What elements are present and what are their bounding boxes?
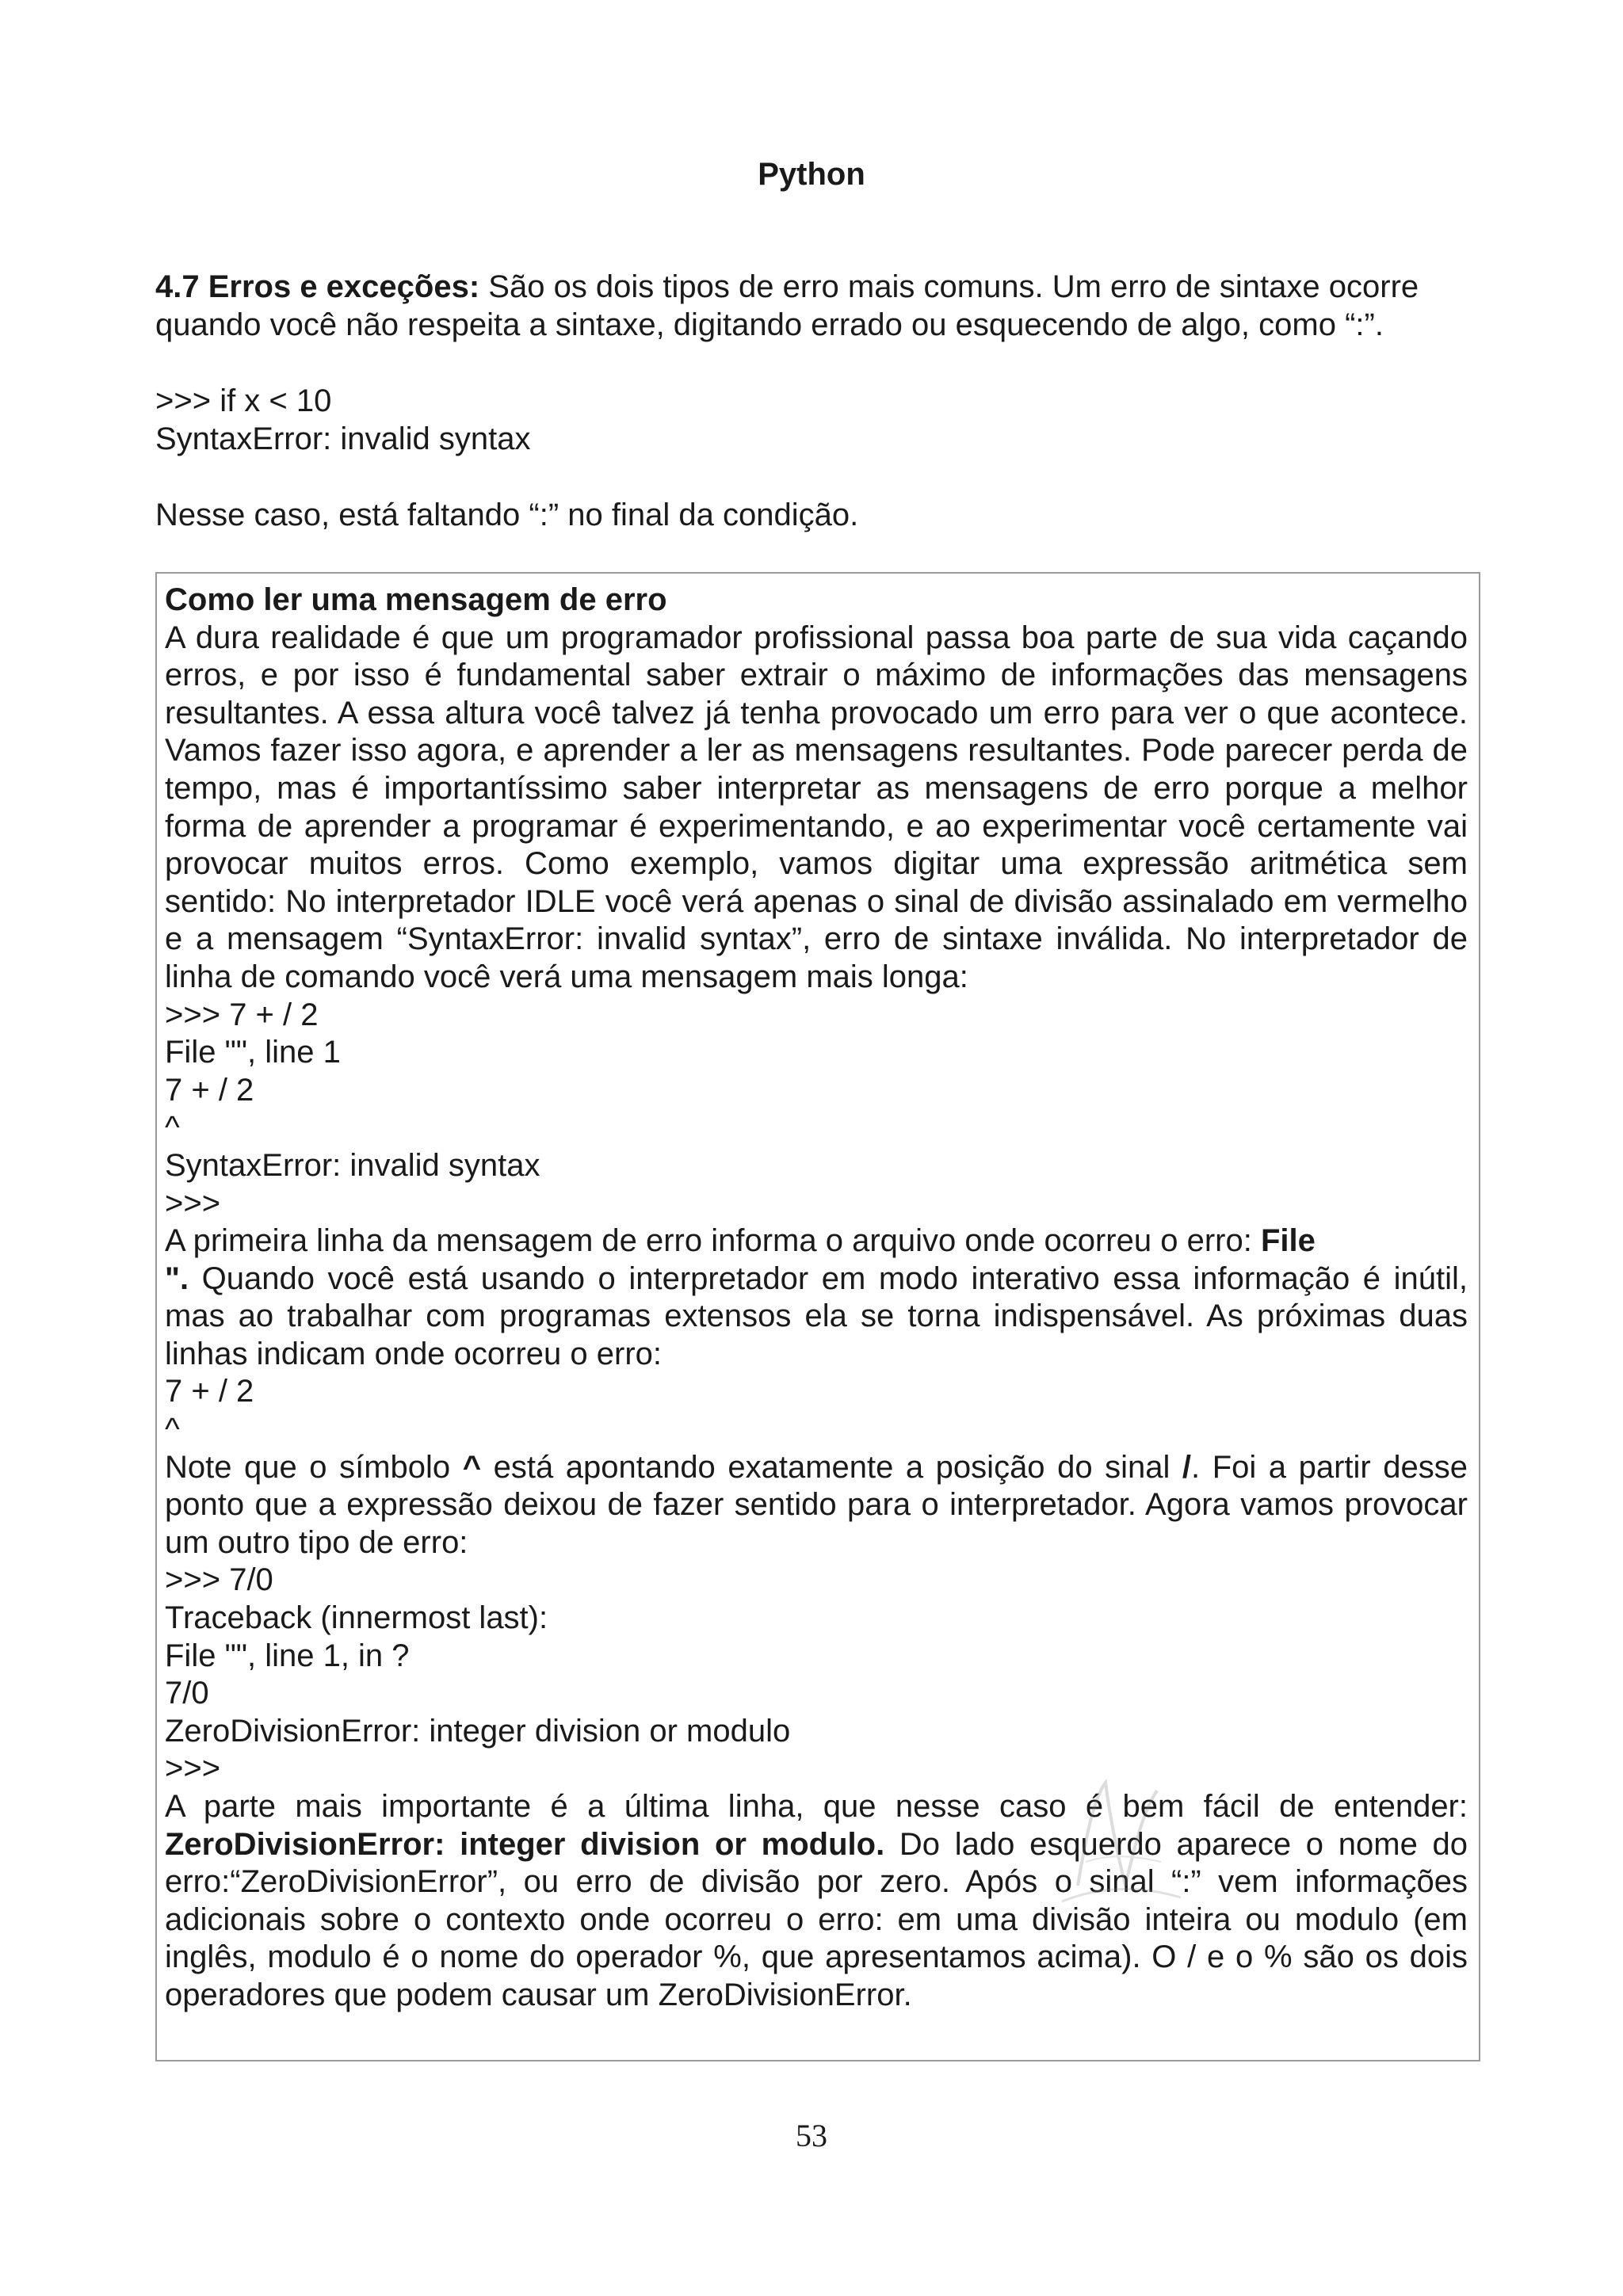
- p3-bold-slash: /: [1182, 1449, 1192, 1485]
- p4-start: A parte mais importante é a última linha, que nesse caso é bem fácil de entender:: [165, 1789, 1468, 1824]
- code-line: ZeroDivisionError: integer division or modulo: [165, 1713, 791, 1749]
- code-line: 7 + / 2: [165, 1072, 254, 1108]
- code-line: ^: [165, 1412, 180, 1447]
- p4-rest: Do lado esquerdo aparece o nome do erro:“ZeroDivisionError”, ou erro de divisão por zero. Após o sinal “:” vem informações adicionais sobre o contexto onde ocorreu o erro: em uma divisão inteira ou modulo (em inglês, modulo é o nome do operador %, que apresentamos acima). O / e o % são os dois operadores que podem causar um ZeroDivisionError.: [165, 1826, 1468, 2012]
- p2-rest: Quando você está usando o interpretador em modo interativo essa informação é inútil, mas ao trabalhar com programas extensos ela se torna indispensável. As próximas duas linhas indicam onde ocorreu o erro:: [165, 1261, 1468, 1371]
- callout-box: [155, 572, 1480, 2061]
- page-header-title: Python: [758, 157, 865, 192]
- code-line: File "", line 1, in ?: [165, 1638, 410, 1673]
- section-heading: 4.7 Erros e exceções:: [155, 269, 480, 304]
- code-line: >>> 7/0: [165, 1562, 273, 1598]
- p2-start: A primeira linha da mensagem de erro informa o arquivo onde ocorreu o erro:: [165, 1223, 1261, 1259]
- box-paragraph-2: [165, 1222, 1468, 1373]
- p3-bold-caret: ^: [462, 1449, 482, 1485]
- code-line: >>>: [165, 1751, 221, 1787]
- box-title-text: Como ler uma mensagem de erro: [165, 582, 667, 617]
- code-line: >>> 7 + / 2: [165, 997, 319, 1032]
- intro-paragraph: [155, 268, 1487, 344]
- intro-after-code: Nesse caso, está faltando “:” no final da condição.: [155, 498, 859, 532]
- intro-text: São os dois tipos de erro mais comuns. Um erro de sintaxe ocorre quando você não respeita a sintaxe, digitando errado ou esquecendo de algo, como “:”.: [155, 269, 1419, 342]
- code-line: ^: [165, 1110, 180, 1146]
- code-line: Traceback (innermost last):: [165, 1600, 548, 1636]
- box-title: [165, 582, 1468, 620]
- intro-section: [155, 268, 1487, 534]
- watermark-signature-icon: [1030, 1767, 1197, 1933]
- box-paragraph-1: A dura realidade é que um programador profissional passa boa parte de sua vida caçando erros, e por isso é fundamental saber extrair o máximo de informações das mensagens resultantes. A essa altura você talvez já tenha provocado um erro para ver o que acontece. Vamos fazer isso agora, e aprender a ler as mensagens resultantes. Pode parecer perda de tempo, mas é importantíssimo saber interpretar as mensagens de erro porque a melhor forma de aprender a programar é experimentando, e ao experimentar você certamente vai provocar muitos erros. Como exemplo, vamos digitar uma expressão aritmética sem sentido: No interpretador IDLE você verá apenas o sinal de divisão assinalado em vermelho e a mensagem “SyntaxError: invalid syntax”, erro de sintaxe inválida. No interpretador de linha de comando você verá uma mensagem mais longa:: [165, 620, 1468, 994]
- p3-end: . Foi a partir desse ponto que a expressão deixou de fazer sentido para o interpretador. Agora vamos provocar um outro tipo de erro:: [165, 1449, 1468, 1560]
- p2-bold-quote: ".: [165, 1261, 189, 1296]
- p3-start: Note que o símbolo: [165, 1449, 463, 1485]
- code-line: >>>: [165, 1185, 221, 1221]
- code-line: 7/0: [165, 1676, 209, 1711]
- code-line: SyntaxError: invalid syntax: [165, 1147, 540, 1183]
- code-line: SyntaxError: invalid syntax: [155, 421, 531, 456]
- p2-bold-file: File: [1260, 1223, 1316, 1259]
- box-paragraph-4: [165, 1788, 1468, 2015]
- box-paragraph-3: [165, 1449, 1468, 1562]
- p4-bold-error: ZeroDivisionError: integer division or modulo.: [165, 1826, 885, 1862]
- page-number: 53: [796, 2118, 827, 2153]
- code-line: File "", line 1: [165, 1035, 341, 1070]
- code-line: >>> if x < 10: [155, 383, 332, 418]
- p3-mid: está apontando exatamente a posição do sinal: [481, 1449, 1182, 1485]
- code-line: 7 + / 2: [165, 1374, 254, 1409]
